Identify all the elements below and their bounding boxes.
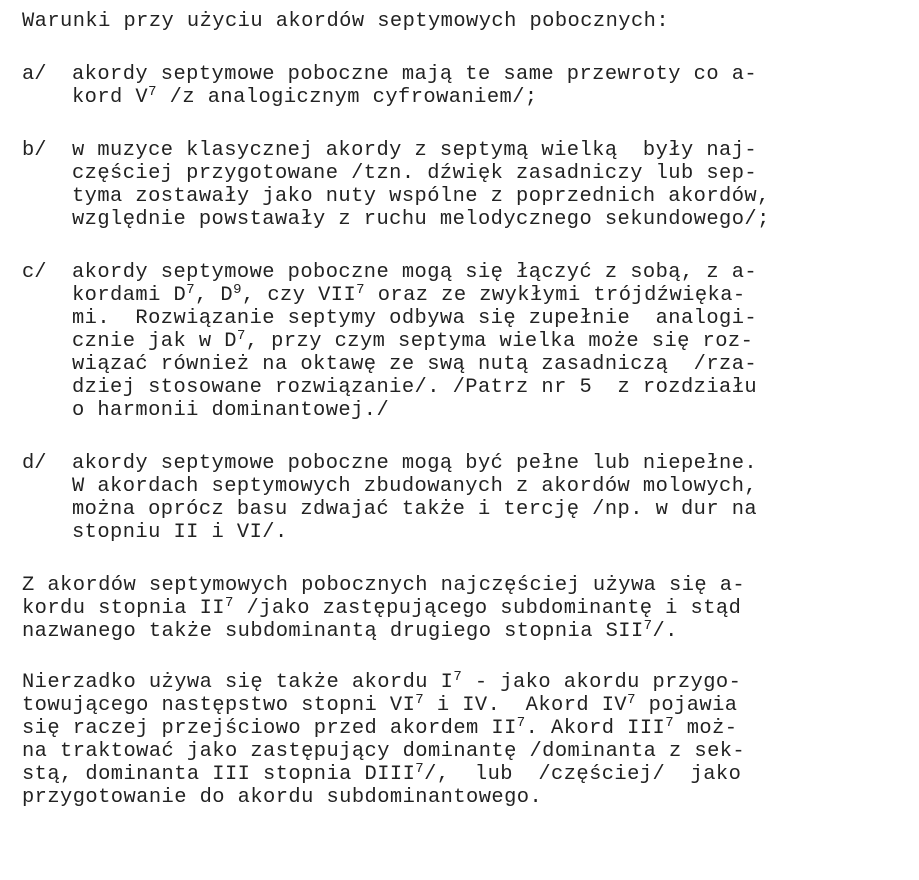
condition-item-a <box>22 63 905 109</box>
item-body <box>72 261 905 422</box>
condition-item-b <box>22 139 905 231</box>
superscript: 7 <box>148 84 157 100</box>
conditions-list <box>22 63 905 544</box>
document-heading: Warunki przy użyciu akordów septymowych pobocznych: <box>22 10 670 33</box>
superscript: 7 <box>224 595 234 611</box>
text-line: mi. Rozwiązanie septymy odbywa się zupełnie analogi- <box>72 307 758 330</box>
text-line: kordami $D^7$, $D^9$, czy VII$^7$ oraz ze zwykłymi trójdźwięka- <box>72 282 746 307</box>
text-line: Z akordów septymowych pobocznych najczęściej używa się a- <box>22 574 746 597</box>
text-line: wiązać również na oktawę ze swą nutą zasadniczą /rza- <box>72 353 758 376</box>
superscript: 7 <box>236 328 246 344</box>
text-line: akordy septymowe poboczne mogą być pełne lub niepełne. <box>72 452 758 475</box>
item-body <box>72 452 905 544</box>
paragraph-other-chords <box>22 671 905 809</box>
text-line: kord $V^7$ /z analogicznym cyfrowaniem/; <box>72 84 538 109</box>
item-marker: a/ <box>22 63 47 86</box>
item-marker: c/ <box>22 261 47 284</box>
text-line: tyma zostawały jako nuty wspólne z poprzednich akordów, <box>72 185 770 208</box>
item-body <box>72 63 905 109</box>
item-marker: b/ <box>22 139 47 162</box>
text-line: przygotowanie do akordu subdominantowego. <box>22 786 543 809</box>
item-body <box>72 139 905 231</box>
text-line: akordy septymowe poboczne mogą się łączyć z sobą, z a- <box>72 261 758 284</box>
superscript: 7 <box>627 692 636 708</box>
text-line: stą, dominanta III stopnia DIII$^7$/, lub /częściej/ jako <box>22 761 742 786</box>
paragraph-sii7 <box>22 574 905 643</box>
condition-item-c <box>22 261 905 422</box>
superscript: 7 <box>356 282 366 298</box>
text-line: na traktować jako zastępujący dominantę /dominanta z sek- <box>22 740 746 763</box>
text-line: W akordach septymowych zbudowanych z akordów molowych, <box>72 475 758 498</box>
text-line: częściej przygotowane /tzn. dźwięk zasadniczy lub sep- <box>72 162 758 185</box>
text-line: się raczej przejściowo przed akordem $II^7$. Akord III$^7$ moż- <box>22 715 738 740</box>
superscript: 7 <box>186 282 196 298</box>
text-line: stopniu II i VI/. <box>72 521 288 544</box>
text-line: w muzyce klasycznej akordy z septymą wielką były naj- <box>72 139 758 162</box>
text-line: towującego następstwo stopni $VI^7$ i IV. Akord $IV^7$ pojawia <box>22 692 738 717</box>
superscript: 7 <box>643 618 653 634</box>
text-line: kordu stopnia $II^7$ /jako zastępującego subdominantę i stąd <box>22 595 742 620</box>
superscript: 7 <box>415 761 425 777</box>
superscript: 7 <box>516 715 526 731</box>
text-line: cznie jak w $D^7$, przy czym septyma wielka może się roz- <box>72 328 754 353</box>
superscript: 7 <box>415 692 425 708</box>
superscript: 9 <box>233 282 242 298</box>
text-line: o harmonii dominantowej./ <box>72 399 390 422</box>
condition-item-d <box>22 452 905 544</box>
text-line: można oprócz basu zdwajać także i tercję /np. w dur na <box>72 498 758 521</box>
text-line: dziej stosowane rozwiązanie/. /Patrz nr 5 z rozdziału <box>72 376 758 399</box>
text-line: akordy septymowe poboczne mają te same przewroty co a- <box>72 63 758 86</box>
superscript: 7 <box>453 669 463 685</box>
text-line: względnie powstawały z ruchu melodycznego sekundowego/; <box>72 208 770 231</box>
text-line: Nierzadko używa się także akordu $I^7$ - jako akordu przygo- <box>22 669 742 694</box>
text-line: nazwanego także subdominantą drugiego stopnia SII$^7$/. <box>22 618 678 643</box>
item-marker: d/ <box>22 452 47 475</box>
superscript: 7 <box>665 715 675 731</box>
